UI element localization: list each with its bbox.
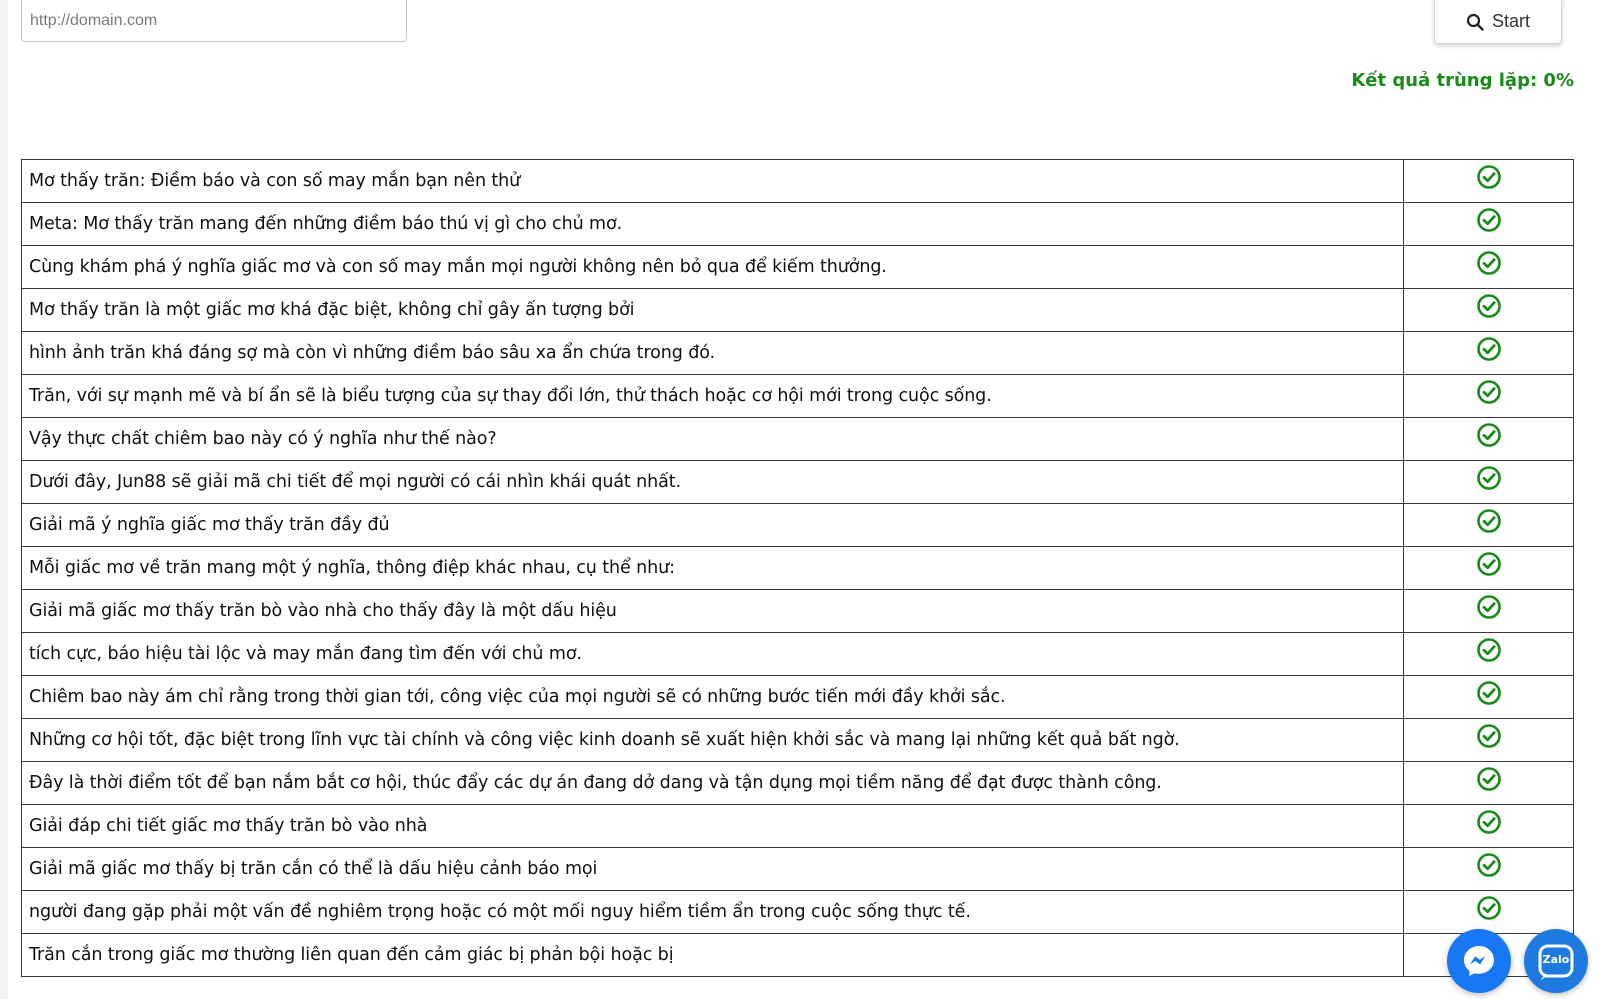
row-status <box>1404 891 1574 934</box>
table-row <box>22 676 1574 719</box>
row-text: hình ảnh trăn khá đáng sợ mà còn vì những điềm báo sâu xa ẩn chứa trong đó. <box>22 332 1404 375</box>
check-circle-icon <box>1476 637 1502 668</box>
check-circle-icon <box>1476 508 1502 539</box>
check-circle-icon <box>1476 594 1502 625</box>
row-status <box>1404 461 1574 504</box>
row-status <box>1404 805 1574 848</box>
row-text: Trăn cắn trong giấc mơ thường liên quan đến cảm giác bị phản bội hoặc bị <box>22 934 1404 977</box>
row-status <box>1404 848 1574 891</box>
check-circle-icon <box>1476 207 1502 238</box>
table-row <box>22 246 1574 289</box>
row-status <box>1404 547 1574 590</box>
table-row <box>22 934 1574 977</box>
check-circle-icon <box>1476 164 1502 195</box>
check-circle-icon <box>1476 766 1502 797</box>
check-circle-icon <box>1476 723 1502 754</box>
row-status <box>1404 719 1574 762</box>
table-row <box>22 590 1574 633</box>
check-circle-icon <box>1476 250 1502 281</box>
row-text: Mơ thấy trăn là một giấc mơ khá đặc biệt, không chỉ gây ấn tượng bởi <box>22 289 1404 332</box>
row-text: Mỗi giấc mơ về trăn mang một ý nghĩa, thông điệp khác nhau, cụ thể như: <box>22 547 1404 590</box>
row-text: Chiêm bao này ám chỉ rằng trong thời gian tới, công việc của mọi người sẽ có những bước tiến mới đầy khởi sắc. <box>22 676 1404 719</box>
row-text: Giải mã giấc mơ thấy bị trăn cắn có thể là dấu hiệu cảnh báo mọi <box>22 848 1404 891</box>
row-status <box>1404 676 1574 719</box>
table-row <box>22 289 1574 332</box>
row-text: Cùng khám phá ý nghĩa giấc mơ và con số may mắn mọi người không nên bỏ qua để kiếm thưởng. <box>22 246 1404 289</box>
row-text: Vậy thực chất chiêm bao này có ý nghĩa như thế nào? <box>22 418 1404 461</box>
table-row <box>22 891 1574 934</box>
table-row <box>22 375 1574 418</box>
duplicate-result: Kết quả trùng lặp: 0% <box>1351 70 1574 91</box>
row-text: tích cực, báo hiệu tài lộc và may mắn đang tìm đến với chủ mơ. <box>22 633 1404 676</box>
row-text: Giải đáp chi tiết giấc mơ thấy trăn bò vào nhà <box>22 805 1404 848</box>
check-circle-icon <box>1476 680 1502 711</box>
table-row <box>22 332 1574 375</box>
row-status <box>1404 289 1574 332</box>
row-text: Giải mã giấc mơ thấy trăn bò vào nhà cho thấy đây là một dấu hiệu <box>22 590 1404 633</box>
row-text: Đây là thời điểm tốt để bạn nắm bắt cơ hội, thúc đẩy các dự án đang dở dang và tận dụng mọi tiềm năng để đạt được thành công. <box>22 762 1404 805</box>
table-row <box>22 504 1574 547</box>
row-status <box>1404 590 1574 633</box>
check-circle-icon <box>1476 293 1502 324</box>
table-row <box>22 805 1574 848</box>
start-button[interactable] <box>1434 0 1562 44</box>
check-circle-icon <box>1476 852 1502 883</box>
check-circle-icon <box>1476 422 1502 453</box>
row-status <box>1404 504 1574 547</box>
row-text: Meta: Mơ thấy trăn mang đến những điềm báo thú vị gì cho chủ mơ. <box>22 203 1404 246</box>
zalo-button[interactable] <box>1524 929 1588 993</box>
row-text: Những cơ hội tốt, đặc biệt trong lĩnh vực tài chính và công việc kinh doanh sẽ xuất hiện khởi sắc và mang lại những kết quả bất ngờ. <box>22 719 1404 762</box>
url-input[interactable] <box>21 0 407 42</box>
result-table <box>21 159 1574 977</box>
table-row <box>22 762 1574 805</box>
table-row <box>22 633 1574 676</box>
check-circle-icon <box>1476 379 1502 410</box>
row-text: người đang gặp phải một vấn đề nghiêm trọng hoặc có một mối nguy hiểm tiềm ẩn trong cuộc sống thực tế. <box>22 891 1404 934</box>
row-status <box>1404 203 1574 246</box>
row-text: Giải mã ý nghĩa giấc mơ thấy trăn đầy đủ <box>22 504 1404 547</box>
row-status <box>1404 332 1574 375</box>
table-row <box>22 719 1574 762</box>
check-circle-icon <box>1476 895 1502 926</box>
messenger-button[interactable] <box>1447 929 1511 993</box>
search-icon <box>1466 13 1484 31</box>
check-circle-icon <box>1476 465 1502 496</box>
row-text: Mơ thấy trăn: Điềm báo và con số may mắn bạn nên thử <box>22 160 1404 203</box>
start-button-label: Start <box>1491 11 1530 31</box>
row-status <box>1404 375 1574 418</box>
zalo-label: Zalo <box>1542 952 1570 966</box>
check-circle-icon <box>1476 551 1502 582</box>
check-circle-icon <box>1476 809 1502 840</box>
table-row <box>22 203 1574 246</box>
row-text: Dưới đây, Jun88 sẽ giải mã chi tiết để mọi người có cái nhìn khái quát nhất. <box>22 461 1404 504</box>
table-row <box>22 461 1574 504</box>
table-row <box>22 848 1574 891</box>
row-status <box>1404 246 1574 289</box>
table-row <box>22 547 1574 590</box>
table-row <box>22 160 1574 203</box>
row-status <box>1404 762 1574 805</box>
row-text: Trăn, với sự mạnh mẽ và bí ẩn sẽ là biểu tượng của sự thay đổi lớn, thử thách hoặc cơ hội mới trong cuộc sống. <box>22 375 1404 418</box>
row-status <box>1404 160 1574 203</box>
row-status <box>1404 633 1574 676</box>
table-row <box>22 418 1574 461</box>
row-status <box>1404 418 1574 461</box>
check-circle-icon <box>1476 336 1502 367</box>
messenger-icon <box>1461 943 1497 979</box>
page <box>8 0 1600 999</box>
